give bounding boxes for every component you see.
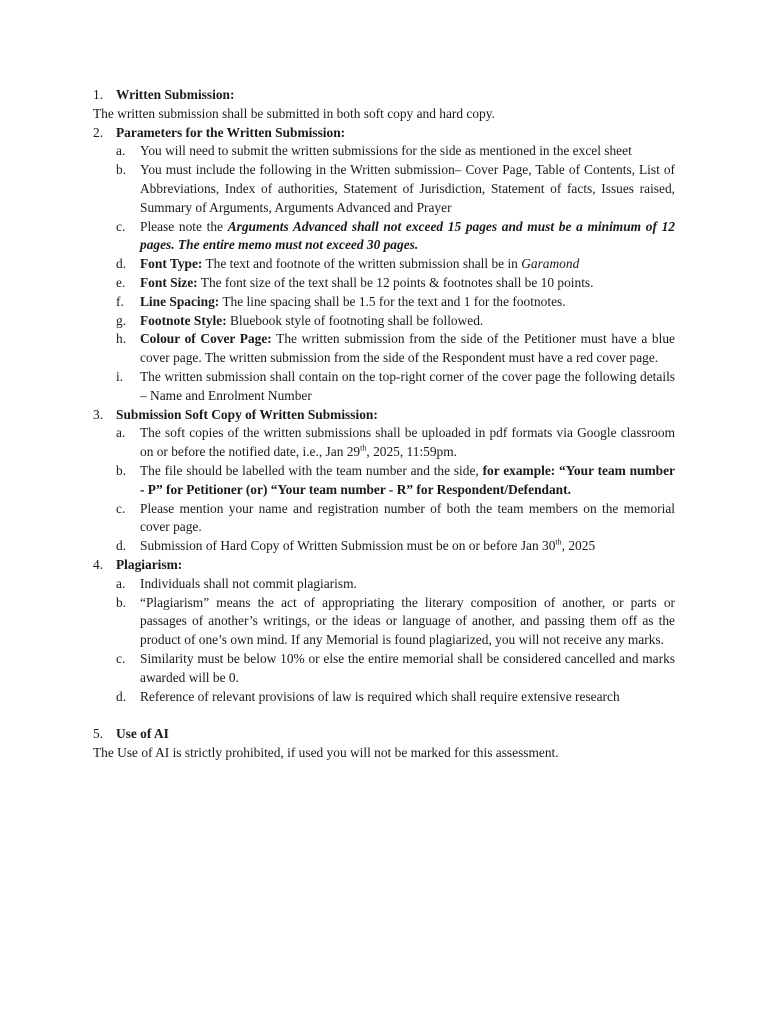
section-number: 3. — [93, 406, 104, 422]
item-letter: c. — [116, 650, 126, 666]
file-label-example: for example: “Your team number - P” for Petitioner (or) “Your team number - R” for Respondent/Defendant. — [140, 462, 675, 497]
item-body: The font size of the text shall be 12 points & footnotes shall be 10 points. — [197, 274, 594, 290]
item-letter: a. — [116, 425, 126, 441]
section-title: Written Submission: — [116, 87, 235, 102]
list-item — [93, 293, 675, 312]
item-text: You must include the following in the Written submission– Cover Page, Table of Contents, List of Abbreviations, Index of authorities, Statement of Jurisdiction, Statement of facts, Issues raised, Summary of Arguments, Arguments Advanced and Prayer — [140, 162, 675, 215]
font-name: Garamond — [521, 256, 580, 272]
section-1-text: The written submission shall be submitted in both soft copy and hard copy. — [93, 105, 495, 121]
list-item — [93, 312, 675, 331]
item-letter: d. — [116, 688, 127, 704]
spacer — [93, 706, 675, 725]
item-body: The written submission from the side of the Petitioner must have a blue cover page. The written submission from the side of the Respondent must have a red cover page. — [140, 331, 675, 366]
item-letter: h. — [116, 331, 127, 347]
section-title: Submission Soft Copy of Written Submission: — [116, 406, 378, 422]
item-letter: d. — [116, 256, 127, 272]
item-text — [140, 537, 675, 556]
list-item — [93, 368, 675, 406]
section-4-heading — [93, 556, 675, 575]
section-3-heading — [93, 406, 675, 425]
list-item — [93, 688, 675, 707]
item-letter: f. — [116, 293, 124, 309]
list-item — [93, 462, 675, 500]
list-item — [93, 650, 675, 688]
section-number: 4. — [93, 556, 104, 572]
item-body: The text and footnote of the written submission shall be in — [202, 256, 522, 272]
item-text — [140, 293, 675, 312]
item-text: “Plagiarism” means the act of appropriating the literary composition of another, or parts or passages of another’s writings, or the ideas or language of another, and passing them off as the product of one’s own mind. If any Memorial is found plagiarized, you will not receive any marks. — [140, 594, 675, 648]
section-title: Parameters for the Written Submission: — [116, 124, 346, 140]
item-label: Font Type: — [140, 256, 203, 272]
item-text — [140, 462, 675, 500]
item-text — [140, 218, 675, 256]
document-body — [93, 86, 675, 763]
list-item — [93, 255, 675, 274]
section-3-list — [93, 424, 675, 556]
item-letter: g. — [116, 312, 127, 328]
list-item — [93, 142, 675, 161]
list-item — [93, 500, 675, 538]
item-label: Footnote Style: — [140, 312, 227, 328]
item-letter: c. — [116, 218, 126, 234]
item-text — [140, 274, 675, 293]
section-2-list — [93, 142, 675, 405]
list-item — [93, 161, 675, 217]
item-body: Bluebook style of footnoting shall be followed. — [226, 312, 484, 328]
item-letter: b. — [116, 462, 127, 478]
page-limit-note: Arguments Advanced shall not exceed 15 pages and must be a minimum of 12 pages. The entire memo must not exceed 30 pages. — [140, 218, 675, 253]
item-letter: c. — [116, 500, 126, 516]
list-item — [93, 575, 675, 594]
item-label: Colour of Cover Page: — [140, 331, 272, 347]
item-body: The line spacing shall be 1.5 for the text and 1 for the footnotes. — [219, 293, 566, 309]
item-text: Individuals shall not commit plagiarism. — [140, 575, 357, 591]
section-4-list — [93, 575, 675, 707]
ordinal-suffix: th — [555, 537, 562, 547]
item-text: Reference of relevant provisions of law is required which shall require extensive research — [140, 688, 620, 704]
list-item — [93, 537, 675, 556]
section-number: 5. — [93, 726, 104, 742]
item-text-tail: , 2025 — [561, 538, 596, 554]
list-item — [93, 218, 675, 256]
item-letter: i. — [116, 368, 124, 384]
section-5-text: The Use of AI is strictly prohibited, if used you will not be marked for this assessment. — [93, 745, 559, 761]
item-text-lead: The soft copies of the written submissions shall be uploaded in pdf formats via Google classroom on or before the notified date, i.e., Jan 29 — [140, 425, 675, 460]
section-1-heading — [93, 86, 675, 105]
item-text: The written submission shall contain on the top-right corner of the cover page the following details – Name and Enrolment Number — [140, 368, 675, 403]
item-label: Line Spacing: — [140, 293, 220, 309]
item-text-lead: Please note the — [140, 218, 228, 234]
item-letter: d. — [116, 538, 127, 554]
section-number: 1. — [93, 87, 104, 102]
item-text-lead: Submission of Hard Copy of Written Submission must be on or before Jan 30 — [140, 538, 556, 554]
item-label: Font Size: — [140, 274, 198, 290]
list-item — [93, 594, 675, 650]
section-title: Plagiarism: — [116, 556, 183, 572]
list-item — [93, 424, 675, 462]
item-text-lead: The file should be labelled with the team number and the side, — [140, 462, 483, 478]
section-number: 2. — [93, 124, 104, 140]
item-text — [140, 424, 675, 462]
item-text-tail: , 2025, 11:59pm. — [366, 444, 458, 460]
item-letter: a. — [116, 143, 126, 159]
item-text: Similarity must be below 10% or else the entire memorial shall be considered cancelled and marks awarded will be 0. — [140, 650, 675, 685]
section-title: Use of AI — [116, 726, 169, 742]
section-2-heading — [93, 124, 675, 143]
section-5-heading — [93, 725, 675, 744]
item-letter: e. — [116, 274, 126, 290]
item-text: You will need to submit the written submissions for the side as mentioned in the excel sheet — [140, 143, 632, 159]
item-text — [140, 255, 675, 274]
item-letter: a. — [116, 575, 126, 591]
item-text — [140, 330, 675, 368]
item-letter: b. — [116, 594, 127, 610]
list-item — [93, 274, 675, 293]
list-item — [93, 330, 675, 368]
item-text — [140, 312, 675, 331]
ordinal-suffix: th — [360, 443, 367, 453]
item-letter: b. — [116, 162, 127, 178]
item-text: Please mention your name and registration number of both the team members on the memorial cover page. — [140, 500, 675, 535]
